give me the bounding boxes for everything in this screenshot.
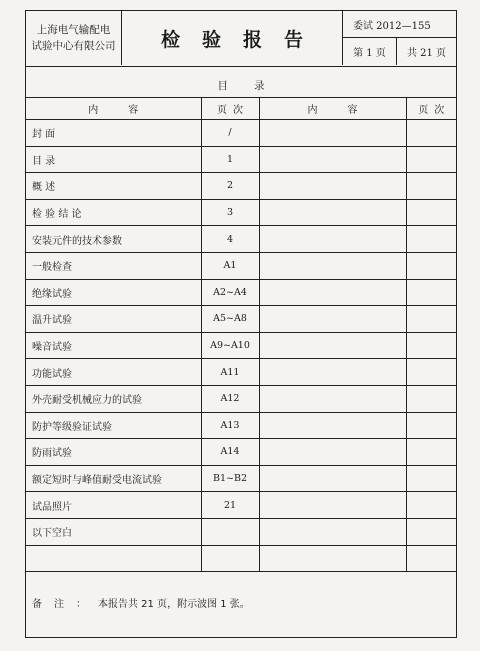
report-code: 委试 2012—155 [343,11,456,38]
toc-item-page-right [406,545,456,572]
toc-item-page: B1~B2 [201,465,259,492]
col-content-right: 内容 [259,98,406,120]
toc-item-page: 3 [201,199,259,226]
toc-item-page-right [406,332,456,359]
toc-row [26,439,456,466]
toc-item-name: 安装元件的技术参数 [26,226,201,253]
toc-item-page: 4 [201,226,259,253]
toc-item-name-right [259,465,406,492]
toc-row [26,492,456,519]
toc-item-name: 功能试验 [26,359,201,386]
toc-item-page: A9~A10 [201,332,259,359]
toc-item-name-right [259,306,406,333]
toc-item-page: 1 [201,146,259,173]
toc-item-page: A1 [201,252,259,279]
toc-item-page-right [406,518,456,545]
toc-item-name-right [259,518,406,545]
toc-item-name: 一般检查 [26,252,201,279]
toc-item-page [201,545,259,572]
toc-row [26,332,456,359]
report-title: 检验报告 [122,11,343,65]
toc-item-name-right [259,279,406,306]
report-meta [343,11,456,65]
toc-item-name-right [259,359,406,386]
toc-row [26,120,456,147]
toc-item-name-right [259,545,406,572]
toc-item-page-right [406,120,456,147]
toc-item-page: A13 [201,412,259,439]
col-content-left: 内容 [26,98,201,120]
toc-row [26,199,456,226]
toc-item-name: 以下空白 [26,518,201,545]
toc-item-page-right [406,359,456,386]
toc-item-name: 概 述 [26,173,201,200]
toc-item-name-right [259,199,406,226]
col-page-left: 页次 [201,98,259,120]
toc-row [26,518,456,545]
toc-item-page: 21 [201,492,259,519]
toc-row [26,385,456,412]
toc-item-name: 噪音试验 [26,332,201,359]
toc-item-page: A2~A4 [201,279,259,306]
toc-item-name-right [259,439,406,466]
org-line-1: 上海电气输配电 [36,24,111,36]
toc-row [26,545,456,572]
toc-item-name: 绝缘试验 [26,279,201,306]
toc-item-name-right [259,226,406,253]
toc-item-page-right [406,199,456,226]
toc-item-name: 封 面 [26,120,201,147]
toc-item-name [26,545,201,572]
toc-item-name: 试品照片 [26,492,201,519]
report-header [26,11,456,67]
toc-item-page-right [406,279,456,306]
toc-item-name-right [259,120,406,147]
toc-item-name: 检 验 结 论 [26,199,201,226]
toc-item-name-right [259,385,406,412]
toc-item-page-right [406,252,456,279]
toc-item-name: 外壳耐受机械应力的试验 [26,385,201,412]
toc-item-name-right [259,412,406,439]
col-page-right: 页次 [406,98,456,120]
page-total: 共 21 页 [406,48,447,59]
toc-item-page: / [201,120,259,147]
toc-item-name-right [259,252,406,279]
toc-item-page-right [406,439,456,466]
toc-row [26,412,456,439]
toc-table [26,97,456,572]
toc-item-page-right [406,173,456,200]
toc-item-name-right [259,146,406,173]
toc-item-page: 2 [201,173,259,200]
remark-label: 备注： [32,599,98,610]
toc-row [26,146,456,173]
page-number: 第 1 页 [343,38,397,65]
toc-row [26,279,456,306]
toc-item-page [201,518,259,545]
toc-item-page-right [406,412,456,439]
toc-item-page-right [406,226,456,253]
remark [32,595,250,610]
toc-item-page-right [406,146,456,173]
toc-header-row [26,98,456,120]
toc-title: 目录 [217,79,291,92]
toc-item-name: 目 录 [26,146,201,173]
toc-item-name-right [259,492,406,519]
toc-item-page-right [406,306,456,333]
toc-item-name-right [259,332,406,359]
toc-item-page: A5~A8 [201,306,259,333]
toc-row [26,173,456,200]
toc-row [26,252,456,279]
toc-item-name-right [259,173,406,200]
toc-item-name: 防护等级验证试验 [26,412,201,439]
toc-item-page-right [406,385,456,412]
toc-item-name: 额定短时与峰值耐受电流试验 [26,465,201,492]
remark-text: 本报告共 21 页，附示波图 1 张。 [98,599,250,610]
toc-item-name: 温升试验 [26,306,201,333]
toc-body [26,120,456,572]
toc-item-page: A12 [201,385,259,412]
toc-item-page: A14 [201,439,259,466]
toc-item-page: A11 [201,359,259,386]
toc-item-name: 防雨试验 [26,439,201,466]
toc-row [26,306,456,333]
toc-row [26,359,456,386]
toc-row [26,226,456,253]
organization-name [26,11,122,65]
toc-item-page-right [406,492,456,519]
org-line-2: 试验中心有限公司 [31,40,116,52]
toc-item-page-right [406,465,456,492]
report-frame [25,10,457,638]
toc-row [26,465,456,492]
